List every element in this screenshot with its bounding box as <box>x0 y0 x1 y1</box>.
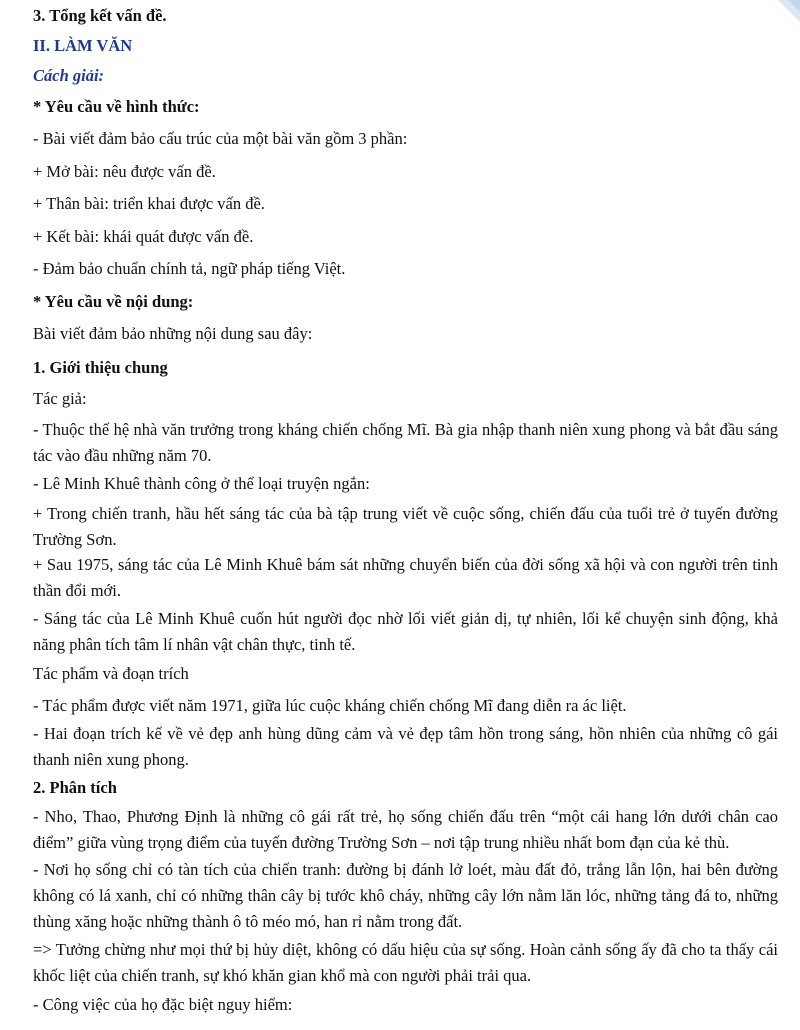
heading-cach-giai: Cách giải: <box>33 66 105 85</box>
text-sau-1975: + Sau 1975, sáng tác của Lê Minh Khuê bám sát những chuyển biến của đời sống xã hội và con người trên tinh thần đổi mới. <box>33 555 778 600</box>
text-ket-bai: + Kết bài: khái quát được vấn đề. <box>33 227 254 246</box>
text-tuong-chung: => Tưởng chừng như mọi thứ bị hủy diệt, không có dấu hiệu của sự sống. Hoàn cảnh sống ấy đã cho ta thấy cái khốc liệt của chiến tranh, sự khó khăn gian khổ mà con người phải trải qua. <box>33 940 778 985</box>
page-corner-decoration <box>766 0 800 22</box>
text-cong-viec: - Công việc của họ đặc biệt nguy hiểm: <box>33 995 293 1014</box>
text-thuoc-the-he: - Thuộc thế hệ nhà văn trưởng trong kháng chiến chống Mĩ. Bà gia nhập thanh niên xung phong và bắt đầu sáng tác vào đầu những năm 70. <box>33 420 778 465</box>
text-trong-chien-tranh: + Trong chiến tranh, hầu hết sáng tác của bà tập trung viết về cuộc sống, chiến đấu của tuổi trẻ ở tuyến đường Trường Sơn. <box>33 504 778 549</box>
heading-yeu-cau-hinh-thuc: * Yêu cầu về hình thức: <box>33 97 200 116</box>
heading-lam-van: II. LÀM VĂN <box>33 36 133 55</box>
text-hai-doan-trich: - Hai đoạn trích kể về vẻ đẹp anh hùng dũng cảm và vẻ đẹp tâm hồn trong sáng, hồn nhiên của những cô gái thanh niên xung phong. <box>33 724 778 769</box>
text-bai-viet: Bài viết đảm bảo những nội dung sau đây: <box>33 324 313 343</box>
text-viet-1971: - Tác phẩm được viết năm 1971, giữa lúc cuộc kháng chiến chống Mĩ đang diễn ra ác liệt. <box>33 696 627 715</box>
text-nho-thao: - Nho, Thao, Phương Định là những cô gái rất trẻ, họ sống chiến đấu trên “một cái hang lớn dưới chân cao điểm” giữa vùng trọng điểm của tuyến đường Trường Sơn – nơi tập trung nhiều nhất bom đạn của kẻ thù. <box>33 807 778 852</box>
text-cuon-hut: - Sáng tác của Lê Minh Khuê cuốn hút người đọc nhờ lối viết giản dị, tự nhiên, lối kể chuyện sinh động, khả năng phân tích tâm lí nhân vật chân thực, tinh tế. <box>33 609 778 654</box>
text-chinh-ta: - Đảm bảo chuẩn chính tả, ngữ pháp tiếng Việt. <box>33 259 346 278</box>
text-mo-bai: + Mở bài: nêu được vấn đề. <box>33 162 216 181</box>
heading-tong-ket: 3. Tổng kết vấn đề. <box>33 6 167 25</box>
text-noi-ho-song: - Nơi họ sống chỉ có tàn tích của chiến tranh: đường bị đánh lở loét, màu đất đỏ, trắng lẫn lộn, hai bên đường không có lá xanh, chỉ có những thân cây bị tước khô cháy, những cây lớn nằm lăn lóc, những tảng đá to, những thùng xăng hoặc những thành ô tô méo mó, han rỉ nằm trong đất. <box>33 860 778 931</box>
text-cau-truc: - Bài viết đảm bảo cấu trúc của một bài văn gồm 3 phần: <box>33 129 408 148</box>
text-le-minh-khue: - Lê Minh Khuê thành công ở thể loại truyện ngắn: <box>33 474 370 493</box>
heading-gioi-thieu-chung: 1. Giới thiệu chung <box>33 358 168 377</box>
heading-yeu-cau-noi-dung: * Yêu cầu về nội dung: <box>33 292 194 311</box>
text-tac-gia: Tác giả: <box>33 389 87 408</box>
heading-phan-tich: 2. Phân tích <box>33 778 117 797</box>
text-tac-pham: Tác phẩm và đoạn trích <box>33 664 189 683</box>
text-than-bai: + Thân bài: triển khai được vấn đề. <box>33 194 265 213</box>
